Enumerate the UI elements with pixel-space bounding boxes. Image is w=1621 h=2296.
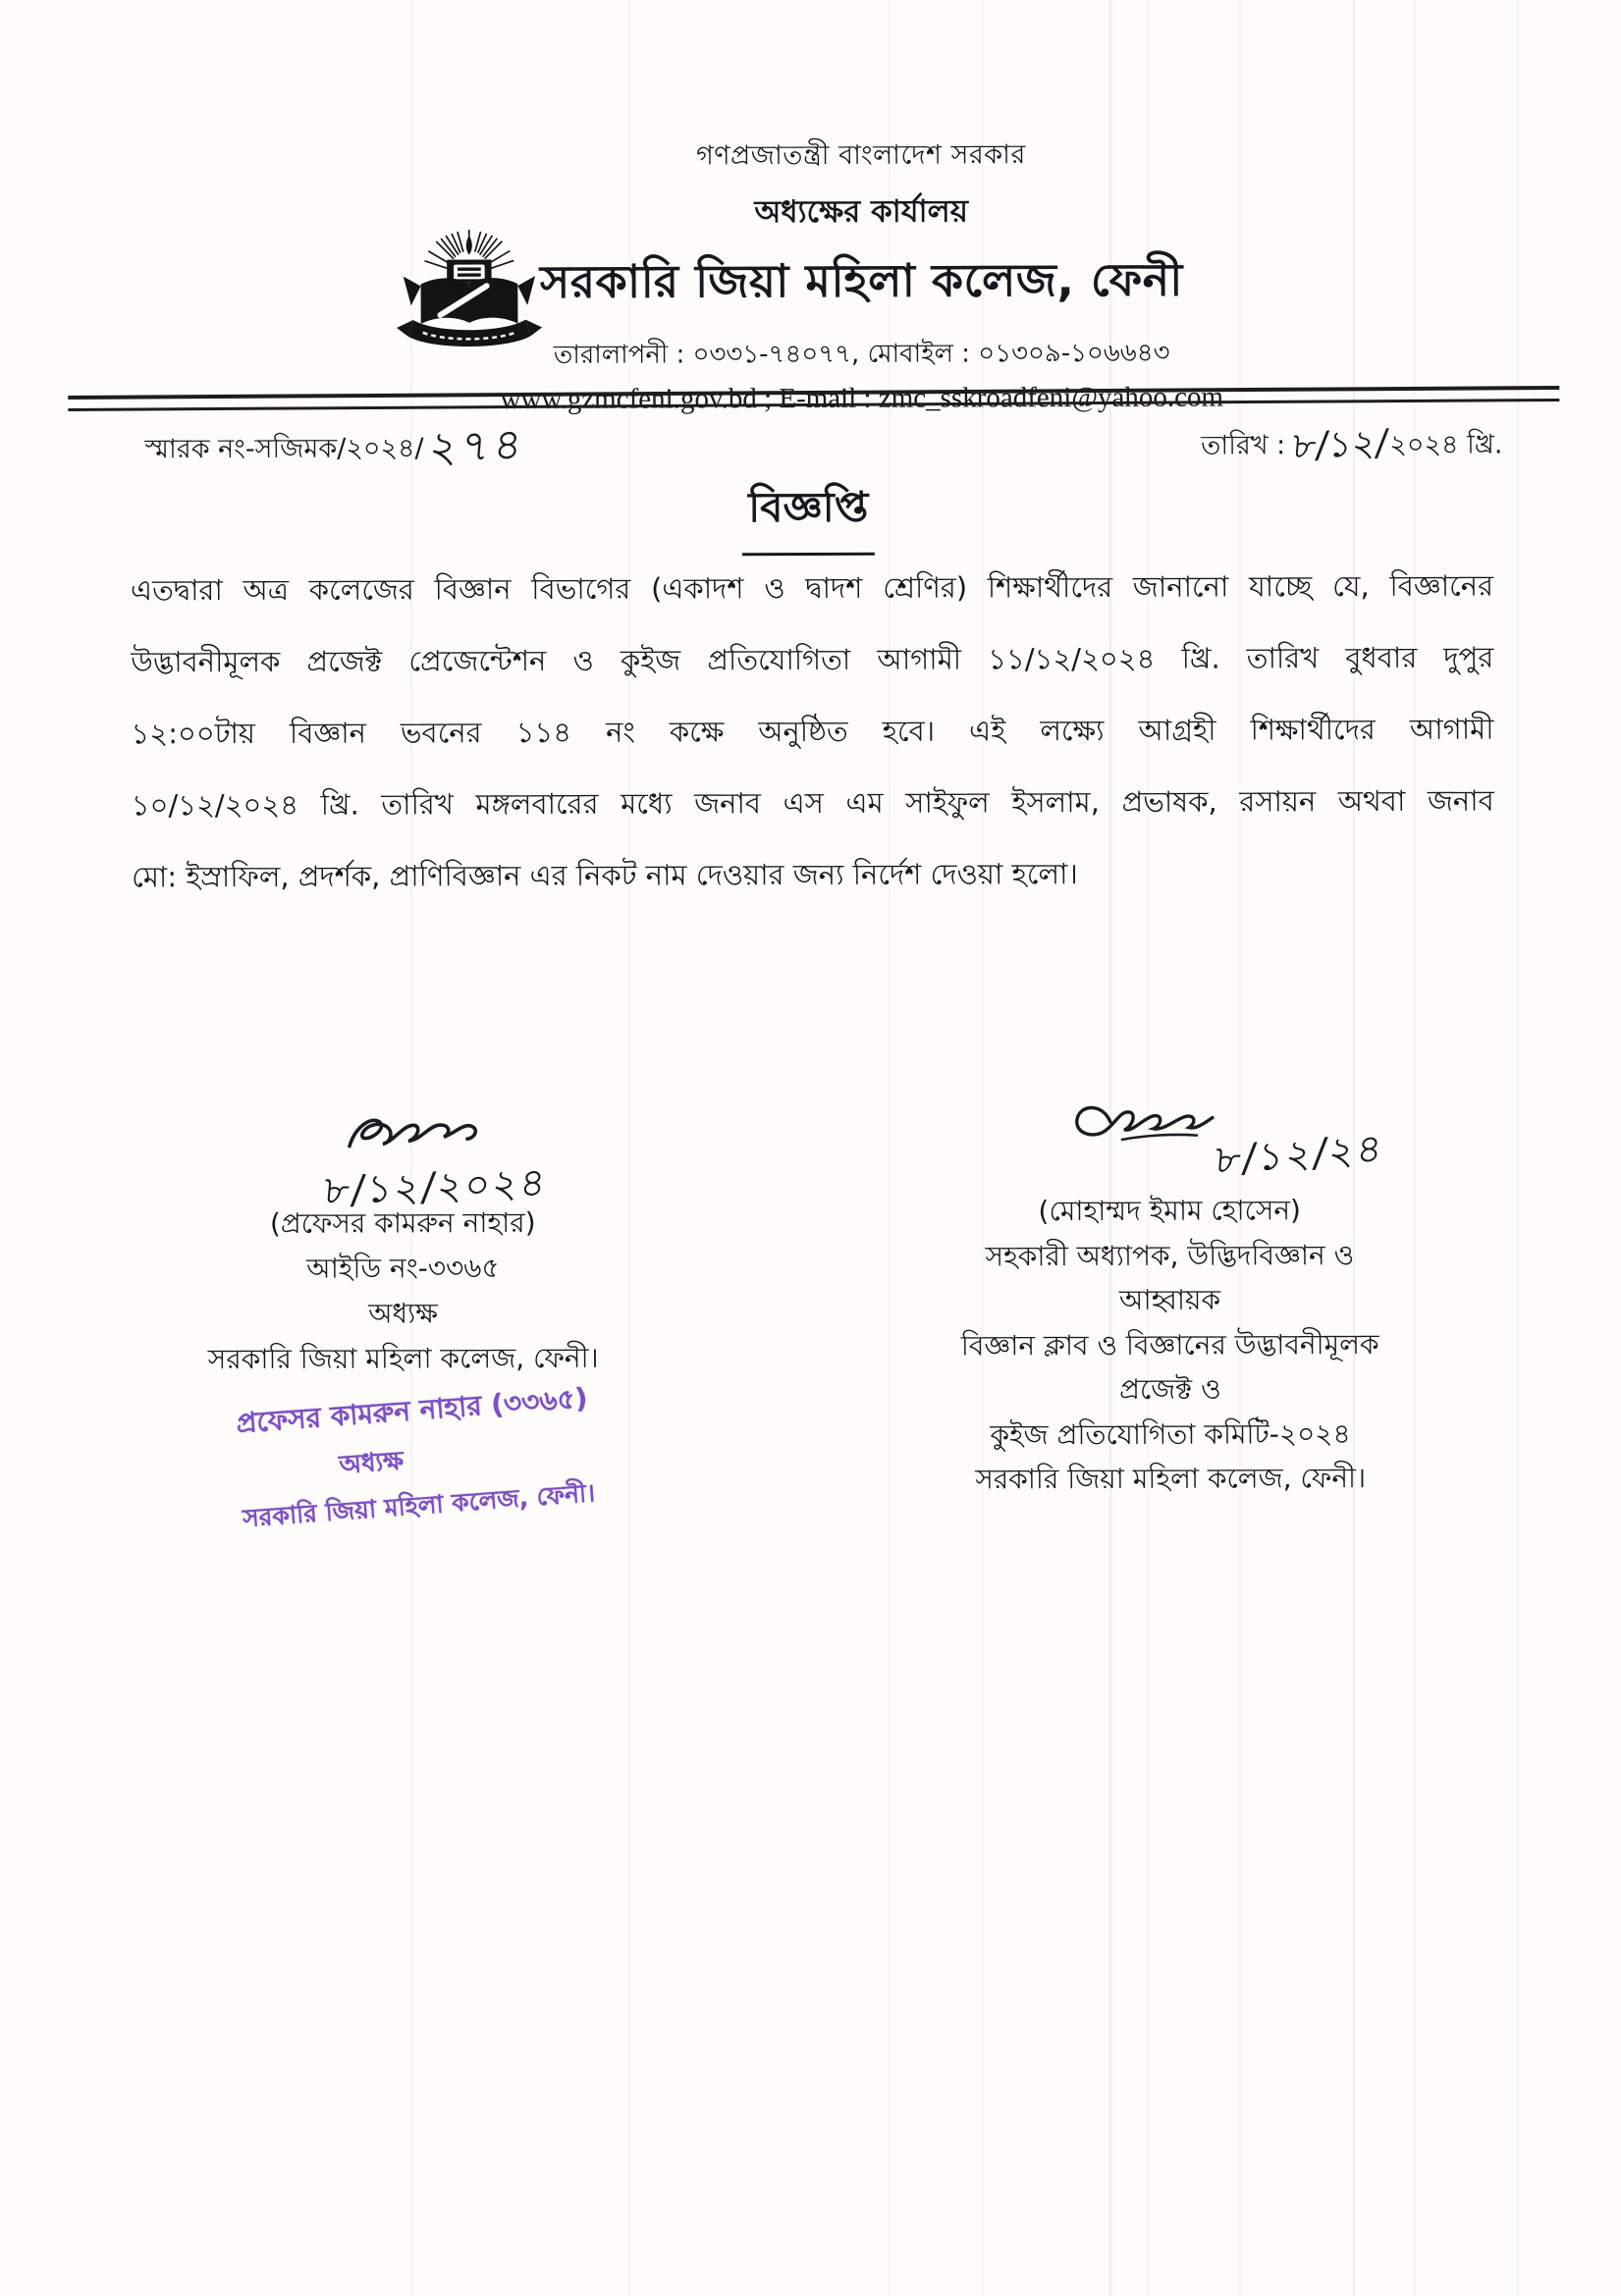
signature-block-convener xyxy=(933,1188,1407,1502)
stamp-name-line: প্রফেসর কামরুন নাহার (৩৩৬৫) xyxy=(235,1381,589,1440)
date-field xyxy=(1201,423,1503,470)
principal-signature-date: ৮/১২/২০২৪ xyxy=(321,1159,550,1214)
notice-body xyxy=(131,565,1494,929)
memo-date-row xyxy=(144,418,1502,474)
web-email-line: www.gzmcfeni.gov.bd ; E-mail : zmc_sskroadfeni@yahoo.com xyxy=(500,381,1224,416)
body-line: মো: ইস্রাফিল, প্রদর্শক, প্রাণিবিজ্ঞান এর নিকট নাম দেওয়ার জন্য নির্দেশ দেওয়া হলো। xyxy=(131,857,1078,894)
principal-rubber-stamp xyxy=(234,1376,596,1541)
date-printed: ২০২৪ খ্রি. xyxy=(1389,429,1503,460)
signatory-name: (মোহাম্মদ ইমাম হোসেন) xyxy=(1038,1194,1302,1228)
title-row xyxy=(0,472,1619,559)
college-name: সরকারি জিয়া মহিলা কলেজ, ফেনী xyxy=(539,252,1183,308)
office-line: অধ্যক্ষের কার্যালয় xyxy=(754,193,968,231)
date-label: তারিখ : xyxy=(1201,430,1286,461)
body-line: ১০/১২/২০২৪ খ্রি. তারিখ মঙ্গলবারের মধ্যে জনাব এস এম সাইফুল ইসলাম, প্রভাষক, রসায়ন অথবা জনাব xyxy=(131,783,1494,823)
government-line: গণপ্রজাতন্ত্রী বাংলাদেশ সরকার xyxy=(696,139,1026,172)
signature-block-principal xyxy=(206,1201,600,1382)
signatory-institution: সরকারি জিয়া মহিলা কলেজ, ফেনী। xyxy=(207,1341,599,1376)
convener-signature-date: ৮/১২/২৪ xyxy=(1213,1126,1386,1184)
date-handwritten: ৮/১২/ xyxy=(1290,421,1390,467)
signatory-institution: সরকারি জিয়া মহিলা কলেজ, ফেনী। xyxy=(975,1462,1367,1496)
committee-line-2: কুইজ প্রতিযোগিতা কমিটি-২০২৪ xyxy=(990,1416,1351,1451)
body-line: ১২:০০টায় বিজ্ঞান ভবনের ১১৪ নং কক্ষে অনুষ্ঠিত হবে। এই লক্ষ্যে আগ্রহী শিক্ষার্থীদের আগামী xyxy=(131,712,1494,751)
memo-label: স্মারক নং-সজিমক/২০২৪/ xyxy=(144,433,424,465)
notice-title: বিজ্ঞপ্তি xyxy=(742,475,874,556)
stamp-designation-line: অধ্যক্ষ xyxy=(338,1446,405,1481)
memo-number xyxy=(144,419,528,474)
contact-line: তারালাপনী : ০৩৩১-৭৪০৭৭, মোবাইল : ০১৩০৯-১০৬৬৪৩ xyxy=(553,338,1170,370)
signatory-name: (প্রফেসর কামরুন নাহার) xyxy=(269,1205,536,1240)
signatory-designation: অধ্যক্ষ xyxy=(368,1297,439,1330)
memo-number-handwritten: ২৭৪ xyxy=(427,419,528,474)
body-line: উদ্ভাবনীমূলক প্রজেক্ট প্রেজেন্টেশন ও কুইজ প্রতিযোগিতা আগামী ১১/১২/২০২৪ খ্রি. তারিখ বুধবার দুপুর xyxy=(131,640,1494,679)
stamp-institution-line: সরকারি জিয়া মহিলা কলেজ, ফেনী। xyxy=(242,1478,597,1533)
signatory-designation-1: সহকারী অধ্যাপক, উদ্ভিদবিজ্ঞান ও xyxy=(985,1238,1355,1272)
body-line: এতদ্বারা অত্র কলেজের বিজ্ঞান বিভাগের (একাদশ ও দ্বাদশ শ্রেণির) শিক্ষার্থীদের জানানো যাচ্ছে যে, বিজ্ঞানের xyxy=(130,568,1494,608)
letterhead xyxy=(104,133,1618,417)
signatory-designation-2: আহ্বায়ক xyxy=(1118,1283,1221,1316)
signatory-id: আইডি নং-৩৩৬৫ xyxy=(306,1252,500,1285)
committee-line-1: বিজ্ঞান ক্লাব ও বিজ্ঞানের উদ্ভাবনীমূলক প্রজেক্ট ও xyxy=(960,1327,1379,1406)
